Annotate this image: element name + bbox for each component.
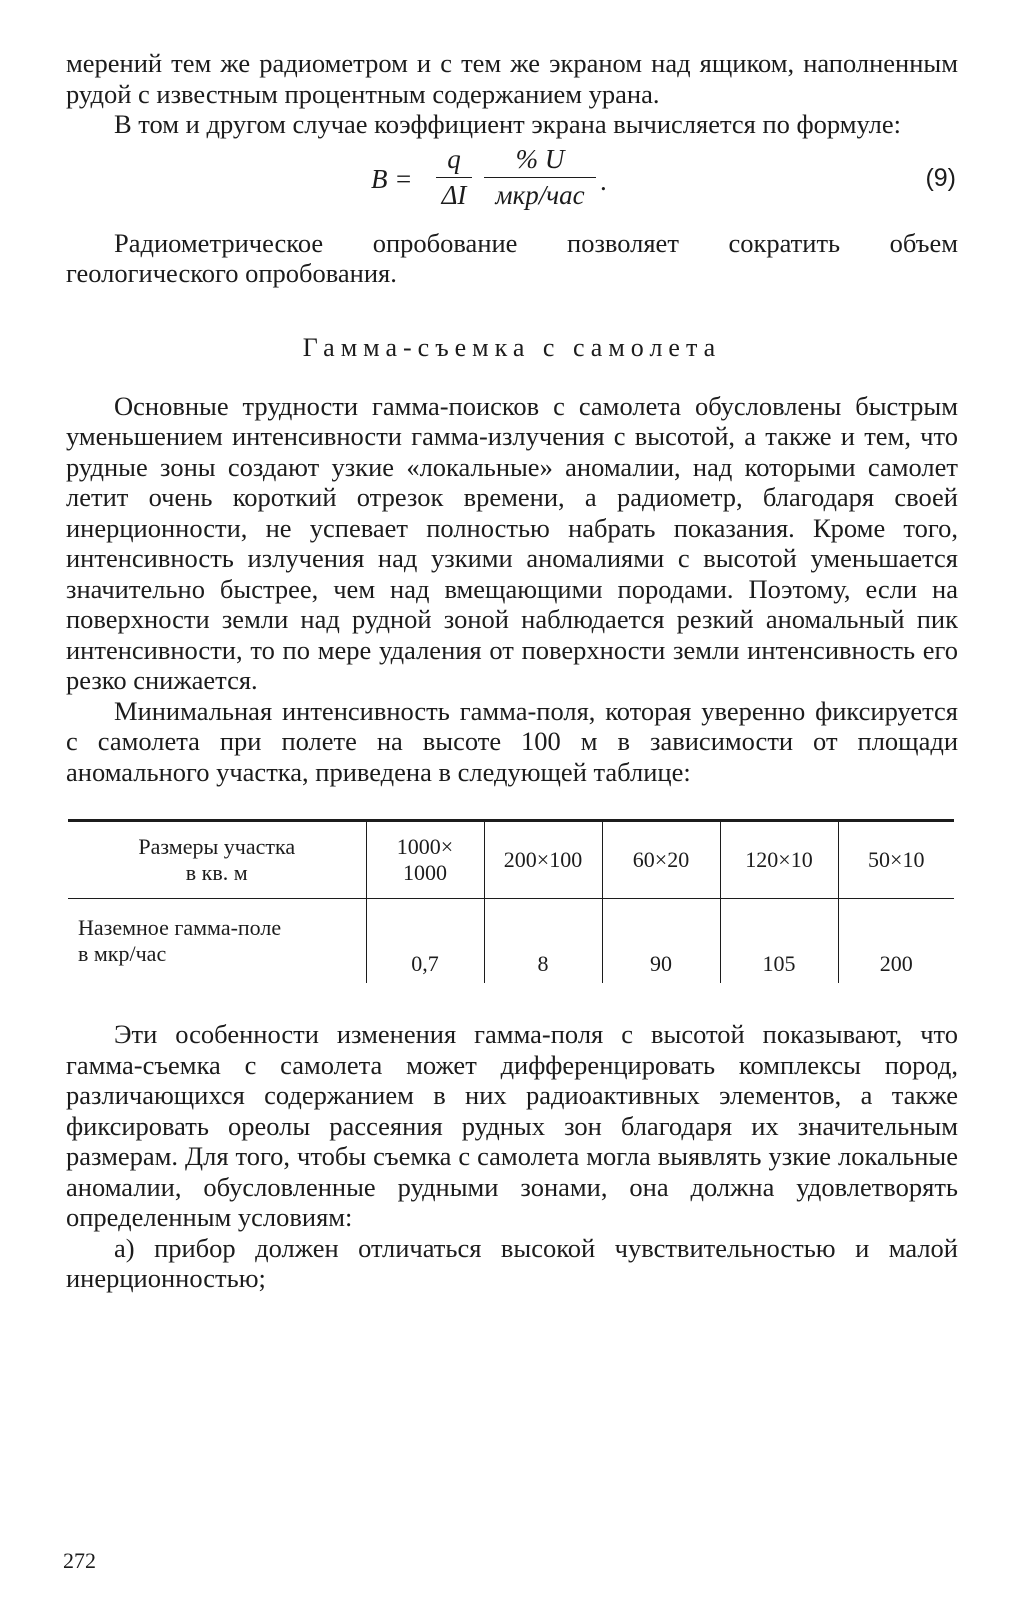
paragraph-difficulties: Основные трудности гамма-поисков с самолета обусловлены быстрым уменьшением интенсивности гамма-излучения с высотой, а также и тем, что рудные зоны создают узкие «локальные» аномалии, над которыми самолет летит очень короткий отрезок времени, а радиометр, благодаря своей инерционности, не успевает полностью набрать показания. Кроме того, интенсивность излучения над узкими аномалиями с высотой уменьшается значительно быстрее, чем над вмещающими породами. Поэтому, если на поверхности земли над рудной зоной наблюдается резкий аномальный пик интенсивности, то по мере удаления от поверхности земли интенсивность его резко снижается. bbox=[66, 390, 958, 695]
header-cell-line1: 1000× bbox=[396, 834, 454, 859]
table-cell: 90 bbox=[602, 899, 720, 984]
table-row-label bbox=[68, 899, 366, 984]
equation-number: (9) bbox=[925, 163, 956, 192]
header-label-line2: в кв. м bbox=[185, 860, 248, 885]
row-label-line2: в мкр/час bbox=[78, 941, 167, 966]
row-label-line1: Наземное гамма-поле bbox=[78, 915, 282, 940]
formula-denominator-2: мкр/час bbox=[495, 179, 585, 210]
table-header-label bbox=[68, 821, 366, 899]
paragraph-features: Эти особенности изменения гамма-поля с высотой показывают, что гамма-съемка с самолета может дифференцировать комплексы пород, различающихся содержанием в них радиоактивных элементов, а также фиксировать ореолы рассеяния рудных зон благодаря их значительным размерам. Для того, чтобы съемка с самолета могла выявлять узкие локальные аномалии, обусловленные рудными зонами, она должна удовлетворять определенным условиям: bbox=[66, 1019, 958, 1232]
paragraph-continuation: мерений тем же радиометром и с тем же экраном над ящиком, наполненным рудой с известным процентным содержанием урана. bbox=[66, 48, 958, 109]
formula-denominator-1: ΔI bbox=[441, 179, 467, 210]
table-header-cell bbox=[366, 821, 484, 899]
table-row bbox=[68, 899, 954, 984]
header-cell-line1: 120×10 bbox=[745, 847, 813, 872]
table-cell: 105 bbox=[720, 899, 838, 984]
formula-numerator-1: q bbox=[447, 143, 461, 174]
header-cell-line1: 50×10 bbox=[868, 847, 925, 872]
header-cell-line1: 60×20 bbox=[632, 847, 690, 872]
table-cell: 200 bbox=[838, 899, 954, 984]
table-header-cell bbox=[602, 821, 720, 899]
formula-terminator: . bbox=[600, 165, 607, 196]
table-header-cell bbox=[720, 821, 838, 899]
table-header-row bbox=[68, 821, 954, 899]
list-item-a: а) прибор должен отличаться высокой чувствительностью и малой инерционностью; bbox=[66, 1232, 958, 1293]
paragraph-min-intensity: Минимальная интенсивность гамма-поля, которая уверенно фиксируется с самолета при полете на высоте 100 м в зависимости от площади аномального участка, приведена в следующей таблице: bbox=[66, 695, 958, 787]
formula-9 bbox=[66, 142, 958, 228]
intensity-table bbox=[68, 819, 954, 983]
header-cell-line1: 200×100 bbox=[503, 847, 583, 872]
header-cell-line2: 1000 bbox=[403, 860, 447, 885]
page-body bbox=[66, 48, 958, 1294]
table-header-cell bbox=[838, 821, 954, 899]
page-number: 272 bbox=[63, 1548, 96, 1573]
table-header-cell bbox=[484, 821, 602, 899]
section-title: Гамма-съемка с самолета bbox=[302, 332, 722, 362]
paragraph-formula-intro: В том и другом случае коэффициент экрана вычисляется по формуле: bbox=[114, 109, 901, 139]
formula-fraction-1 bbox=[436, 144, 472, 211]
formula-lhs: B = bbox=[371, 163, 413, 194]
formula-fraction-2 bbox=[484, 144, 596, 211]
table-cell: 0,7 bbox=[366, 899, 484, 984]
formula-numerator-2: % U bbox=[515, 143, 565, 174]
paragraph-radiometric: Радиометрическое опробование позволяет сократить объем геологического опробования. bbox=[66, 227, 958, 288]
header-label-line1: Размеры участка bbox=[138, 834, 296, 859]
table-cell: 8 bbox=[484, 899, 602, 984]
